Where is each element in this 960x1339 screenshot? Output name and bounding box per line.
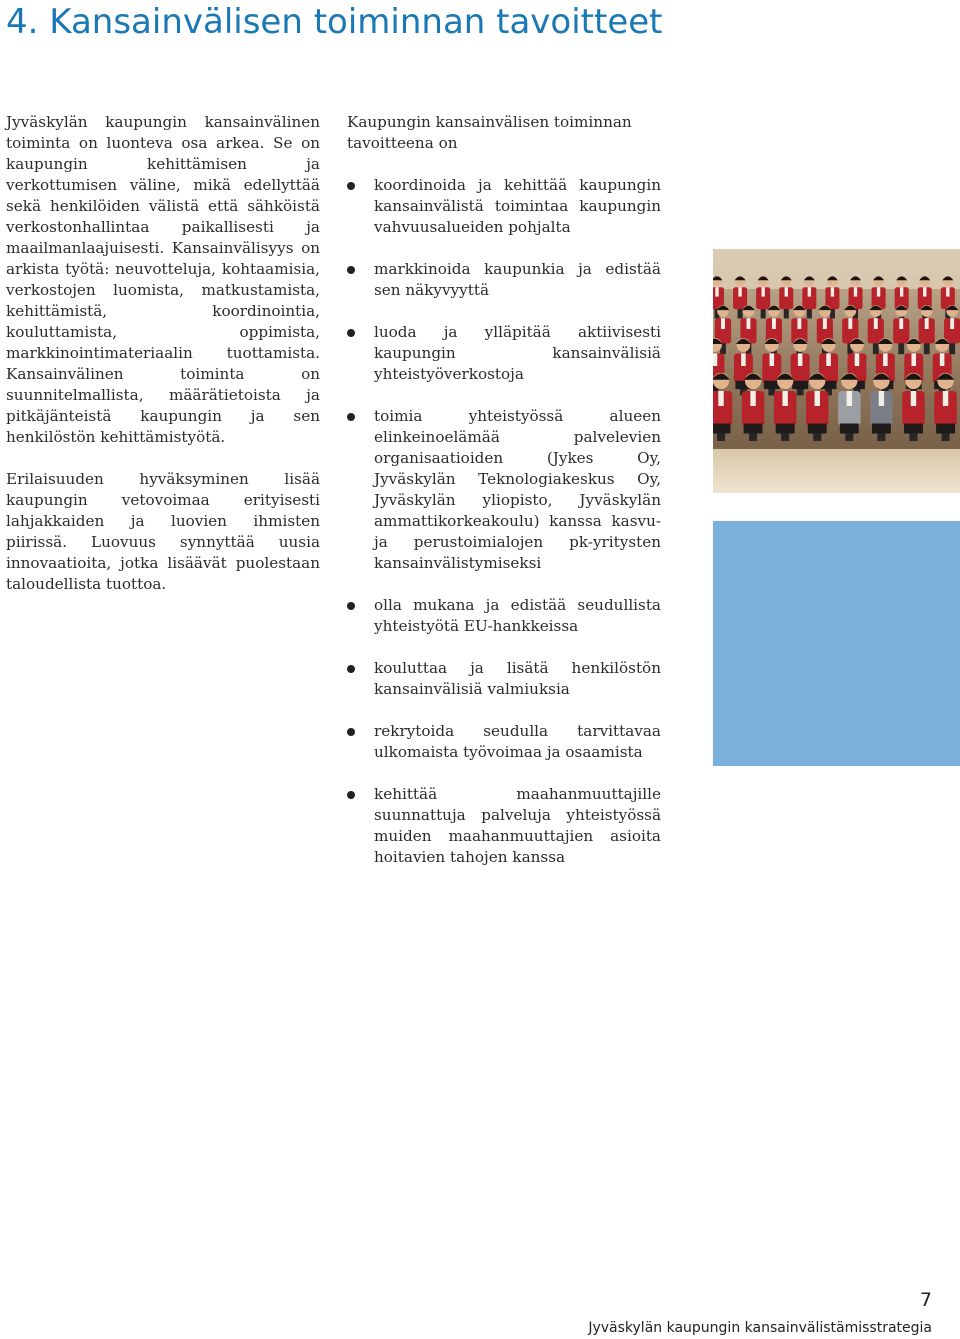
person-skirt <box>776 424 795 434</box>
person-shirt <box>815 391 820 406</box>
person-shirt <box>782 391 787 406</box>
person-shirt <box>808 287 811 296</box>
goal-item <box>347 595 661 637</box>
goals-intro: Kaupungin kansainvälisen toiminnan tavoitteena on <box>347 113 632 152</box>
group-photo <box>713 249 960 493</box>
goal-text: luoda ja ylläpitää aktiivisesti kaupungin kansainvälisiä yhteistyöverkostoja <box>374 323 661 383</box>
goal-item <box>347 721 661 763</box>
person-shirt <box>848 318 852 329</box>
person-legs <box>807 308 812 319</box>
person-shirt <box>826 353 831 366</box>
person-shirt <box>797 318 801 329</box>
body-paragraph-2: Erilaisuuden hyväksyminen lisää kaupungin vetovoimaa erityisesti lahjakkaiden ja luovien ihmisten piirissä. Luovuus synnyttää uusia innovaatioita, jotka lisäävät puolestaan taloudellista tuottoa. <box>6 470 320 593</box>
person-shirt <box>718 391 723 406</box>
bullet-icon <box>347 266 355 274</box>
page-heading: 4. Kansainvälisen toiminnan tavoitteet <box>6 2 663 42</box>
person-shirt <box>721 318 725 329</box>
person-shirt <box>950 318 954 329</box>
person-skirt <box>872 424 891 434</box>
photo-floor <box>713 449 960 493</box>
person-shirt <box>911 391 916 406</box>
body-paragraph-1: Jyväskylän kaupungin kansainvälinen toiminta on luonteva osa arkea. Se on kaupungin kehittämisen ja verkottumisen väline, mikä edellyttää sekä henkilöiden välistä että sähköistä verkostonhallintaa paikallisesti ja maailmanlaajuisesti. Kansainvälisyys on arkista työtä: neuvotteluja, kohtaamisia, verkostojen luomista, matkustamista, kehittämistä, koordinointia, kouluttamista, oppimista, markkinointimateriaalin tuottamista. Kansainvälinen toiminta on suunnitelmallista, määrätietoista ja pitkäjänteistä kaupungin ja sen henkilöstön kehittämistyötä. <box>6 113 320 446</box>
person-legs <box>873 342 879 355</box>
goal-item <box>347 259 661 301</box>
bullet-icon <box>347 182 355 190</box>
person-skirt <box>840 424 859 434</box>
person-shirt <box>831 287 834 296</box>
person-skirt <box>808 424 827 434</box>
goal-text: koordinoida ja kehittää kaupungin kansainvälistä toimintaa kaupungin vahvuusalueiden pohjalta <box>374 176 661 236</box>
person-skirt <box>936 424 955 434</box>
left-column <box>6 112 320 616</box>
group-photo-illustration <box>713 249 960 493</box>
person-legs <box>761 308 766 319</box>
goal-text: markkinoida kaupunkia ja edistää sen näkyvyyttä <box>374 260 661 299</box>
person-shirt <box>770 353 775 366</box>
bullet-icon <box>347 728 355 736</box>
person-skirt <box>713 424 730 434</box>
goal-text: toimia yhteistyössä alueen elinkeinoelämää palvelevien organisaatioiden (Jykes Oy, Jyväskylän Teknologiakeskus Oy, Jyväskylän yliopisto, Jyväskylän ammattikorkeakoulu) kanssa kasvu- ja perustoimialojen pk-yritysten kansainvälistymiseksi <box>374 407 661 572</box>
page-number: 7 <box>919 1289 932 1311</box>
person-shirt <box>715 287 718 296</box>
goal-text: kouluttaa ja lisätä henkilöstön kansainvälisiä valmiuksia <box>374 659 661 698</box>
goal-text: kehittää maahanmuuttajille suunnattuja palveluja yhteistyössä muiden maahanmuuttajien asioita hoitavien tahojen kanssa <box>374 785 661 866</box>
bullet-icon <box>347 329 355 337</box>
bullet-icon <box>347 413 355 421</box>
person-shirt <box>738 287 741 296</box>
bullet-icon <box>347 791 355 799</box>
person-legs <box>898 342 904 355</box>
person-shirt <box>741 353 746 366</box>
goal-item <box>347 322 661 385</box>
person-skirt <box>744 424 763 434</box>
person-legs <box>924 342 930 355</box>
person-shirt <box>883 353 888 366</box>
person-shirt <box>823 318 827 329</box>
goal-item <box>347 658 661 700</box>
person-shirt <box>847 391 852 406</box>
bullet-icon <box>347 602 355 610</box>
goal-item <box>347 175 661 238</box>
footer-title: Jyväskylän kaupungin kansainvälistämisstrategia <box>588 1320 932 1336</box>
person-shirt <box>946 287 949 296</box>
person-shirt <box>855 353 860 366</box>
person-shirt <box>923 287 926 296</box>
person-legs <box>949 342 955 355</box>
person-shirt <box>877 287 880 296</box>
goals-list <box>347 175 661 868</box>
person-shirt <box>911 353 916 366</box>
person-shirt <box>879 391 884 406</box>
person-shirt <box>747 318 751 329</box>
person-legs <box>784 308 789 319</box>
person-shirt <box>785 287 788 296</box>
goal-item <box>347 784 661 868</box>
person-shirt <box>750 391 755 406</box>
blue-color-block <box>713 521 960 766</box>
person-skirt <box>904 424 923 434</box>
goal-text: rekrytoida seudulla tarvittavaa ulkomaista työvoimaa ja osaamista <box>374 722 661 761</box>
person-shirt <box>925 318 929 329</box>
right-column <box>347 112 661 889</box>
person-shirt <box>761 287 764 296</box>
person-shirt <box>940 353 945 366</box>
person-shirt <box>798 353 803 366</box>
person-shirt <box>899 318 903 329</box>
person-shirt <box>874 318 878 329</box>
goal-text: olla mukana ja edistää seudullista yhteistyötä EU-hankkeissa <box>374 596 661 635</box>
person-shirt <box>943 391 948 406</box>
person-shirt <box>854 287 857 296</box>
person-shirt <box>772 318 776 329</box>
goal-item <box>347 406 661 574</box>
bullet-icon <box>347 665 355 673</box>
person-shirt <box>900 287 903 296</box>
person-legs <box>830 308 835 319</box>
person-legs <box>738 308 743 319</box>
person-skirt <box>792 381 808 389</box>
person-shirt <box>713 353 717 366</box>
